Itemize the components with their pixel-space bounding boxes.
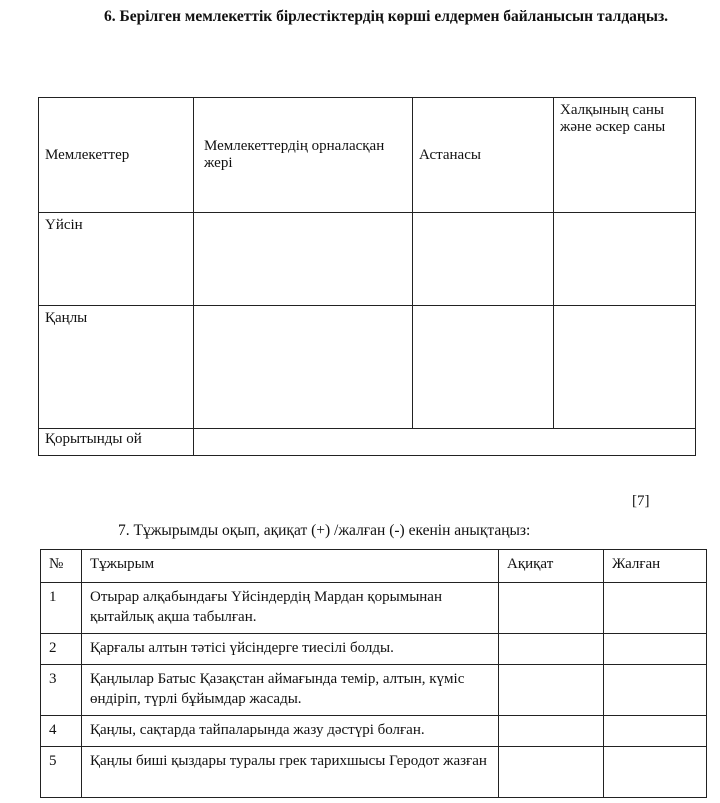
header-capital: Астанасы [413,98,554,213]
row-number: 3 [41,665,82,716]
task-7-title: 7. Тұжырымды оқып, ақиқат (+) /жалған (-) екенін анықтаңыз: [118,522,531,539]
table-row [41,583,707,634]
table-row [39,306,696,429]
statement-text: Қаңлы, сақтарда тайпаларында жазу дәстүрі болған. [82,716,499,747]
answer-cell[interactable] [413,306,554,429]
header-location: Мемлекеттердің орналасқан жері [194,98,413,213]
answer-cell[interactable] [194,213,413,306]
conclusion-answer-cell[interactable] [194,429,696,456]
table-header-row [39,98,696,213]
false-answer-cell[interactable] [604,716,707,747]
header-true: Ақиқат [499,550,604,583]
false-answer-cell[interactable] [604,583,707,634]
table-header-row [41,550,707,583]
true-answer-cell[interactable] [499,583,604,634]
true-answer-cell[interactable] [499,716,604,747]
statement-text: Қарғалы алтын тәтісі үйсіндерге тиесілі болды. [82,634,499,665]
table-row [39,429,696,456]
true-answer-cell[interactable] [499,747,604,798]
table-row [41,634,707,665]
row-label-uisin: Үйсін [39,213,194,306]
header-false: Жалған [604,550,707,583]
true-answer-cell[interactable] [499,665,604,716]
row-number: 5 [41,747,82,798]
row-number: 2 [41,634,82,665]
answer-cell[interactable] [554,306,696,429]
score-label: [7] [632,493,650,509]
header-statement: Тұжырым [82,550,499,583]
table-row [41,716,707,747]
row-label-conclusion: Қорытынды ой [39,429,194,456]
table-row [39,213,696,306]
row-number: 1 [41,583,82,634]
answer-cell[interactable] [413,213,554,306]
false-answer-cell[interactable] [604,747,707,798]
table-row [41,665,707,716]
true-answer-cell[interactable] [499,634,604,665]
answer-cell[interactable] [554,213,696,306]
row-number: 4 [41,716,82,747]
task-7-table [40,549,707,798]
false-answer-cell[interactable] [604,634,707,665]
false-answer-cell[interactable] [604,665,707,716]
task-6-table [38,97,696,456]
table-row [41,747,707,798]
row-label-kangly: Қаңлы [39,306,194,429]
answer-cell[interactable] [194,306,413,429]
header-population-army: Халқының саны және әскер саны [554,98,696,213]
statement-text: Отырар алқабындағы Үйсіндердің Мардан қорымынан қытайлық ақша табылған. [82,583,499,634]
header-number: № [41,550,82,583]
statement-text: Қаңлылар Батыс Қазақстан аймағында темір, алтын, күміс өндіріп, түрлі бұйымдар жасады. [82,665,499,716]
task-6-title: 6. Берілген мемлекеттік бірлестіктердің көрші елдермен байланысын талдаңыз. [104,8,669,25]
statement-text: Қаңлы биші қыздары туралы грек тарихшысы Геродот жазған [82,747,499,798]
header-states: Мемлекеттер [39,98,194,213]
